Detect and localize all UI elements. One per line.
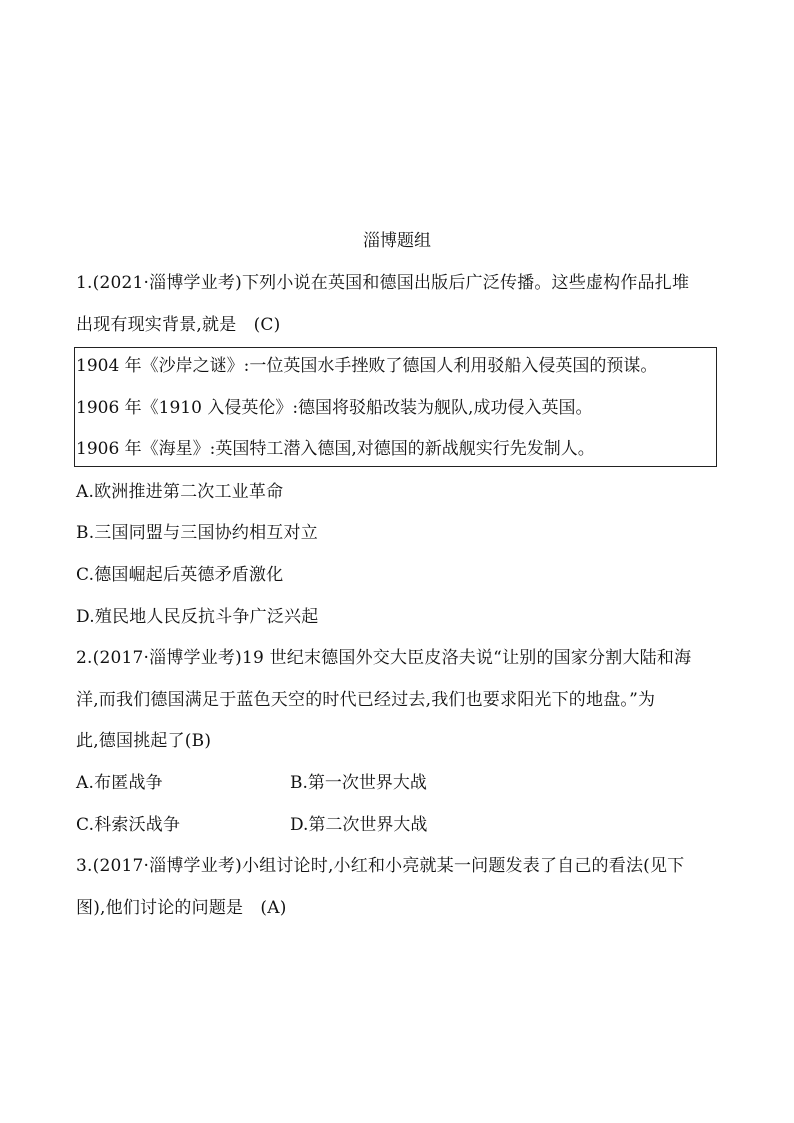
- section-title: 淄博题组: [363, 231, 431, 251]
- question-2-stem-line-3: 此,德国挑起了(B): [76, 731, 212, 751]
- quote-line-2: 1906 年《1910 入侵英伦》:德国将驳船改装为舰队,成功侵入英国。: [76, 398, 593, 418]
- question-1-quote-box: [74, 347, 717, 467]
- question-1-option-a: A.欧洲推进第二次工业革命: [76, 482, 284, 502]
- question-2-option-b: B.第一次世界大战: [290, 773, 427, 793]
- question-1-option-b: B.三国同盟与三国协约相互对立: [76, 523, 318, 543]
- quote-line-3: 1906 年《海星》:英国特工潜入德国,对德国的新战舰实行先发制人。: [76, 439, 595, 459]
- question-3-stem-line-1: 3.(2017·淄博学业考)小组讨论时,小红和小亮就某一问题发表了自己的看法(见下: [76, 856, 685, 876]
- question-2-option-c: C.科索沃战争: [76, 815, 181, 835]
- question-2-stem-line-1: 2.(2017·淄博学业考)19 世纪末德国外交大臣皮洛夫说“让别的国家分割大陆和海: [76, 648, 692, 668]
- question-2-option-d: D.第二次世界大战: [290, 815, 428, 835]
- question-1-stem-line-2: 出现有现实背景,就是 (C): [76, 315, 281, 335]
- question-3-stem-line-2: 图),他们讨论的问题是 (A): [76, 898, 287, 918]
- question-1-option-c: C.德国崛起后英德矛盾激化: [76, 565, 284, 585]
- question-1-stem-line-1: 1.(2021·淄博学业考)下列小说在英国和德国出版后广泛传播。这些虚构作品扎堆: [76, 273, 690, 293]
- question-2-stem-line-2: 洋,而我们德国满足于蓝色天空的时代已经过去,我们也要求阳光下的地盘。”为: [76, 690, 656, 710]
- question-1-option-d: D.殖民地人民反抗斗争广泛兴起: [76, 607, 319, 627]
- quote-line-1: 1904 年《沙岸之谜》:一位英国水手挫败了德国人利用驳船入侵英国的预谋。: [76, 356, 658, 376]
- question-2-option-a: A.布匿战争: [76, 773, 163, 793]
